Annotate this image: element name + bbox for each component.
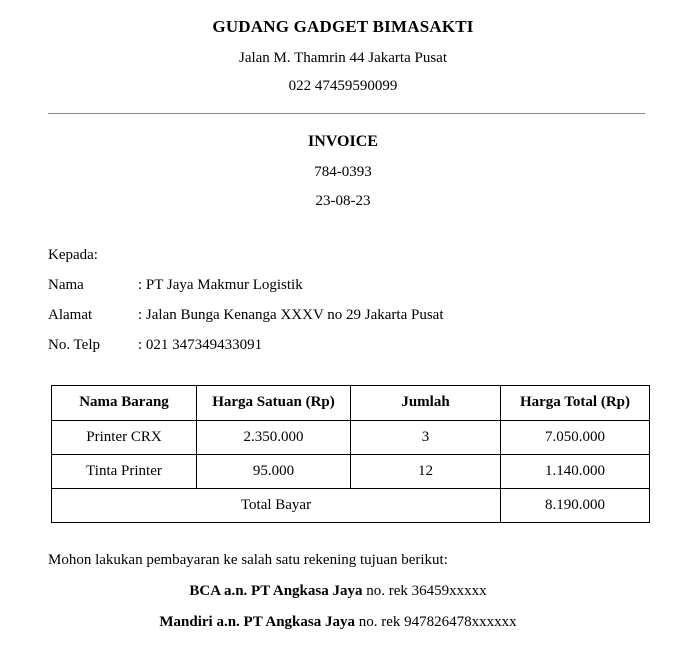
- cell-harga-total: 7.050.000: [501, 420, 650, 454]
- bank-account-mandiri: no. rek 947826478xxxxxx: [358, 614, 517, 631]
- recipient-label-nama: Nama: [48, 276, 84, 293]
- column-header-jumlah: Jumlah: [351, 385, 501, 420]
- payment-account-bca: [0, 581, 686, 601]
- invoice-title: INVOICE: [308, 133, 378, 151]
- recipient-row-telp: [48, 335, 686, 355]
- recipient-heading: Kepada:: [48, 246, 98, 263]
- recipient-row-nama: [48, 275, 686, 295]
- cell-nama-barang: Tinta Printer: [52, 454, 197, 488]
- column-header-harga-satuan: Harga Satuan (Rp): [197, 385, 351, 420]
- cell-nama-barang: Printer CRX: [52, 420, 197, 454]
- payment-intro-text: Mohon lakukan pembayaran ke salah satu rekening tujuan berikut:: [48, 551, 448, 568]
- company-phone: 022 47459590099: [288, 78, 398, 95]
- items-table-head: [52, 385, 650, 420]
- recipient-value-telp: : 021 347349433091: [138, 337, 263, 354]
- bank-name-mandiri: Mandiri a.n. PT Angkasa Jaya: [159, 614, 359, 631]
- cell-jumlah: 3: [351, 420, 501, 454]
- recipient-block: [0, 245, 686, 356]
- table-total-row: [52, 488, 650, 522]
- recipient-label-telp: No. Telp: [48, 337, 101, 354]
- company-name: GUDANG GADGET BIMASAKTI: [212, 17, 474, 36]
- bank-account-bca: no. rek 36459xxxxx: [366, 582, 487, 599]
- header-divider: [48, 113, 645, 114]
- total-bayar-value: 8.190.000: [501, 488, 650, 522]
- cell-harga-satuan: 2.350.000: [197, 420, 351, 454]
- bank-name-bca: BCA a.n. PT Angkasa Jaya: [189, 582, 367, 599]
- company-address: Jalan M. Thamrin 44 Jakarta Pusat: [238, 49, 447, 66]
- total-bayar-label: Total Bayar: [52, 488, 501, 522]
- items-table-body: [52, 420, 650, 522]
- items-table: [51, 385, 650, 523]
- column-header-harga-total: Harga Total (Rp): [501, 385, 650, 420]
- payment-account-mandiri: [0, 612, 686, 632]
- table-row: [52, 454, 650, 488]
- company-header: [0, 0, 686, 96]
- payment-instructions: [0, 550, 686, 633]
- recipient-row-alamat: [48, 305, 686, 325]
- cell-jumlah: 12: [351, 454, 501, 488]
- table-row: [52, 420, 650, 454]
- invoice-heading-block: [0, 131, 686, 211]
- recipient-label-alamat: Alamat: [48, 307, 93, 324]
- cell-harga-satuan: 95.000: [197, 454, 351, 488]
- invoice-number: 784-0393: [314, 164, 372, 181]
- cell-harga-total: 1.140.000: [501, 454, 650, 488]
- invoice-date: 23-08-23: [315, 193, 371, 210]
- recipient-value-alamat: : Jalan Bunga Kenanga XXXV no 29 Jakarta Pusat: [138, 307, 444, 324]
- recipient-value-nama: : PT Jaya Makmur Logistik: [138, 276, 303, 293]
- table-header-row: [52, 385, 650, 420]
- items-table-wrapper: [0, 385, 686, 523]
- column-header-nama-barang: Nama Barang: [52, 385, 197, 420]
